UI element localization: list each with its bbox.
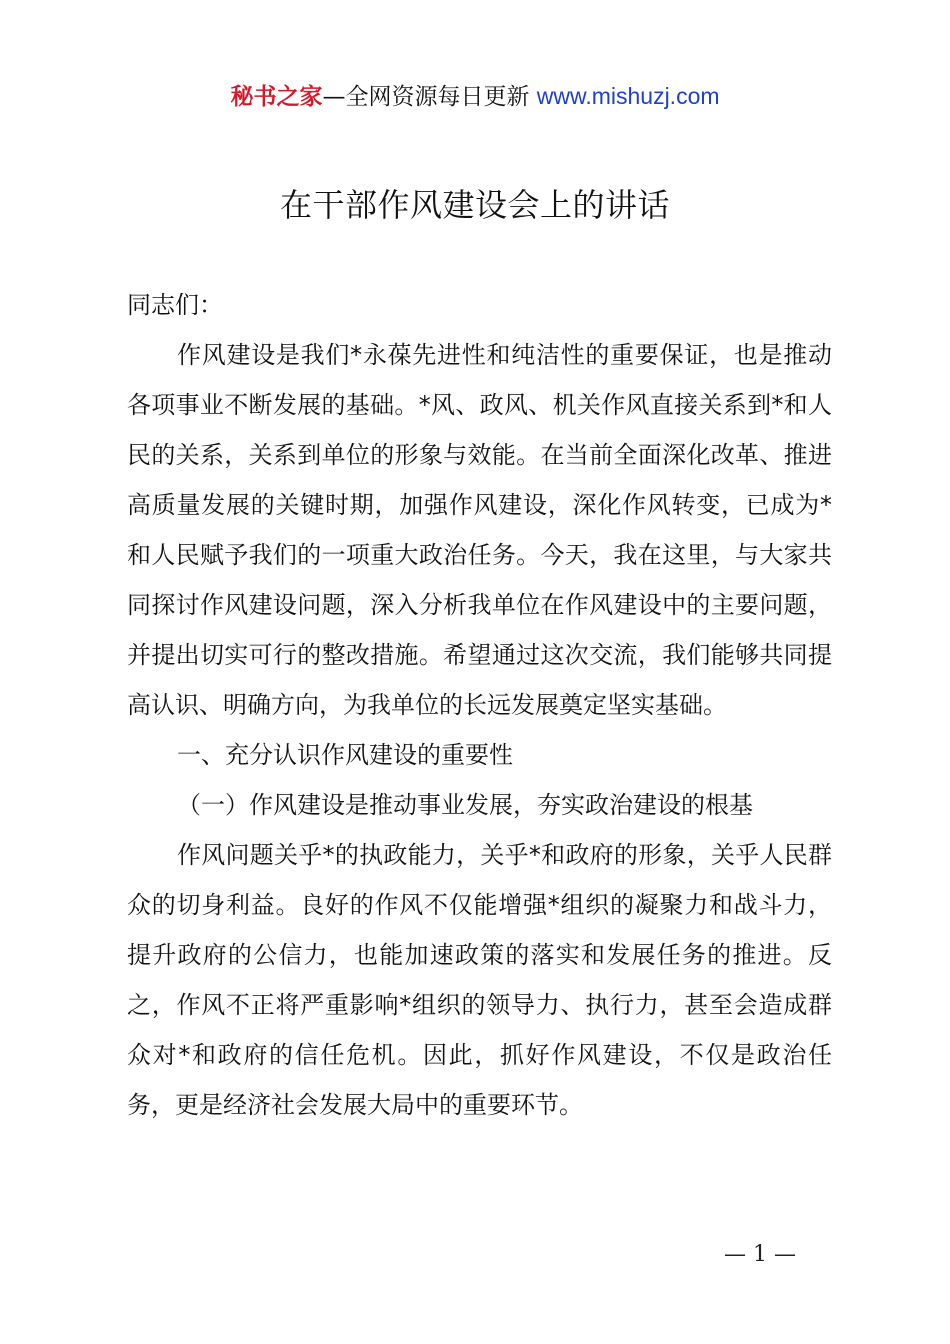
document-title: 在干部作风建设会上的讲话: [279, 186, 670, 224]
salutation: 同志们：: [127, 291, 223, 319]
header-tagline: —全网资源每日更新: [322, 84, 537, 110]
brand-name: 秘书之家: [230, 84, 323, 110]
page-number: — 1 —: [724, 1242, 796, 1267]
body-paragraph: 作风问题关乎*的执政能力，关乎*和政府的形象，关乎人民群众的切身利益。良好的作风不仅能增强*组织的凝聚力和战斗力，提升政府的公信力，也能加速政策的落实和发展任务的推进。反之，作风不正将严重影响*组织的领导力、执行力，甚至会造成群众对*和政府的信任危机。因此，抓好作风建设，不仅是政治任务，更是经济社会发展大局中的重要环节。: [127, 841, 832, 1119]
section-heading: 一、充分认识作风建设的重要性: [177, 741, 513, 769]
subsection-heading: （一）作风建设是推动事业发展，夯实政治建设的根基: [177, 791, 753, 819]
website-link[interactable]: www.mishuzj.com: [536, 83, 720, 109]
document-body: [127, 280, 832, 1130]
watermark-header: [0, 80, 950, 113]
intro-paragraph: 作风建设是我们*永葆先进性和纯洁性的重要保证，也是推动各项事业不断发展的基础。*风、政风、机关作风直接关系到*和人民的关系，关系到单位的形象与效能。在当前全面深化改革、推进高质量发展的关键时期，加强作风建设，深化作风转变，已成为*和人民赋予我们的一项重大政治任务。今天，我在这里，与大家共同探讨作风建设问题，深入分析我单位在作风建设中的主要问题，并提出切实可行的整改措施。希望通过这次交流，我们能够共同提高认识、明确方向，为我单位的长远发展奠定坚实基础。: [127, 341, 832, 719]
